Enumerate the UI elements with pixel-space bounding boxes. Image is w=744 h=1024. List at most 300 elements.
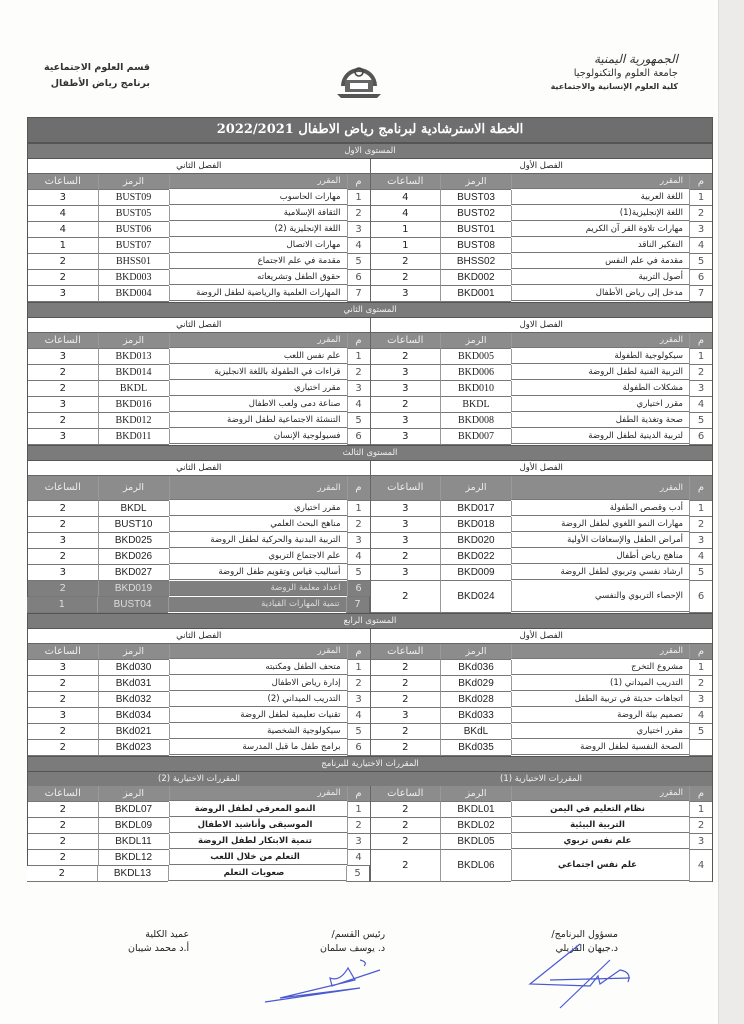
course-code: BKD017: [440, 501, 511, 517]
course-hours: 3: [371, 708, 441, 724]
course-number: 3: [689, 381, 712, 397]
course-row: [27, 581, 713, 613]
course-code: BKD008: [440, 413, 511, 429]
course-code: BUST04: [97, 597, 168, 613]
course-row: [27, 381, 713, 397]
course-row: [27, 740, 713, 756]
course-number: 5: [347, 413, 370, 429]
semester-2-course: [28, 206, 371, 222]
course-number: 2: [347, 818, 370, 834]
column-header-course: المقرر: [511, 476, 689, 500]
semester-2-header: الفصل الثاني: [28, 461, 371, 476]
semester-2-course: [28, 565, 371, 581]
course-code: BKd035: [440, 740, 511, 756]
electives-header: المقررات الاختيارية للبرنامج: [27, 756, 713, 772]
course-number: 3: [347, 533, 370, 549]
semester-1-course: [371, 429, 713, 445]
elective-group-1-header: المقررات الاختيارية (1): [370, 772, 712, 786]
semester-2-course: [28, 365, 371, 381]
course-number: 4: [347, 708, 370, 724]
elective-row: [27, 850, 713, 882]
program-head-name: د.جيهان القزيلي: [555, 943, 618, 954]
course-name: مقرر اختياري: [511, 397, 689, 412]
course-number: 5: [689, 565, 712, 581]
course-row: [27, 708, 713, 724]
column-header-group: [371, 174, 713, 190]
course-code: BKD005: [440, 349, 511, 365]
course-name: صحة وتغذية الطفل: [511, 413, 689, 428]
course-hours: 3: [371, 565, 441, 581]
course-row: [27, 397, 713, 413]
column-header-course: المقرر: [511, 644, 689, 659]
course-number: 5: [689, 254, 712, 270]
course-name: تقنيات تعليمية لطفل الروضة: [169, 708, 347, 723]
course-hours: 2: [371, 692, 441, 708]
course-number: 2: [347, 206, 370, 222]
course-name: مهارات تلاوة القر آن الكريم: [511, 222, 689, 237]
course-number: 4: [689, 397, 712, 413]
course-hours: 3: [371, 429, 441, 445]
column-header-code: الرمز: [98, 644, 169, 660]
column-header-group: [28, 644, 371, 660]
column-header-num: م: [689, 476, 712, 501]
course-name: مقرر اختياري: [169, 381, 347, 396]
course-name: مهارات الاتصال: [169, 238, 347, 253]
dept-head-title: رئيس القسم/: [331, 929, 386, 940]
course-number: 2: [347, 365, 370, 381]
course-code: BKd033: [440, 708, 511, 724]
semester-2-course: [28, 740, 371, 756]
course-name: قراءات في الطفولة باللغة الانجليزية: [169, 365, 347, 380]
semester-2-course: [28, 429, 371, 445]
course-code: BKd032: [98, 692, 169, 708]
course-code: BUST07: [98, 238, 169, 254]
dean-name: أ.د محمد شيبان: [128, 943, 190, 954]
column-header-group: [28, 333, 371, 349]
column-header-group: [371, 476, 713, 501]
course-hours: 3: [28, 190, 98, 206]
course-hours: 2: [28, 740, 98, 756]
course-hours: 2: [28, 581, 98, 597]
course-hours: 2: [371, 581, 441, 613]
course-code: BKDL11: [98, 834, 169, 850]
course-row: [27, 286, 713, 302]
course-row: [27, 270, 713, 286]
semester-2-course: [28, 349, 371, 365]
course-name: اللغة الإنجليزية (2): [169, 222, 347, 237]
course-row: [27, 413, 713, 429]
level-header: المستوى الاول: [27, 143, 713, 159]
course-hours: 2: [371, 802, 441, 818]
course-name: الثقافة الإسلامية: [169, 206, 347, 221]
course-number: 6: [347, 429, 370, 445]
course-code: BKd036: [440, 660, 511, 676]
semester-1-header: الفصل الأول: [371, 461, 713, 476]
course-row: [27, 565, 713, 581]
course-code: BUST06: [98, 222, 169, 238]
course-code: BKdL: [440, 724, 511, 740]
course-code: BKD007: [440, 429, 511, 445]
course-hours: 2: [371, 740, 441, 756]
course-number: 1: [689, 349, 712, 365]
course-code: BHSS02: [440, 254, 511, 270]
course-number: 3: [347, 692, 370, 708]
semester-header-row: [27, 159, 713, 174]
column-header-num: م: [689, 174, 712, 190]
semester-header-row: [27, 318, 713, 333]
course-number: 1: [689, 501, 712, 517]
semester-2-course: [28, 270, 371, 286]
column-header-code: الرمز: [440, 476, 511, 501]
course-hours: 2: [28, 850, 98, 866]
elective-group-2-course: [28, 834, 371, 850]
course-code: BKD009: [440, 565, 511, 581]
course-code: BKD010: [440, 381, 511, 397]
course-name: أصول التربية: [511, 270, 689, 285]
semester-1-course: [371, 724, 713, 740]
course-name: علم الاجتماع التربوي: [169, 549, 347, 564]
semester-1-course: [371, 692, 713, 708]
column-header-row: [27, 174, 713, 190]
semester-2-course: [28, 254, 371, 270]
course-code: BKD003: [98, 270, 169, 286]
column-header-group: [371, 644, 713, 660]
elective-row: [27, 802, 713, 818]
course-hours: 2: [371, 270, 441, 286]
course-number: 5: [347, 254, 370, 270]
column-header-code: الرمز: [440, 174, 511, 190]
course-number: 4: [689, 238, 712, 254]
column-header-num: م: [689, 644, 712, 660]
semester-2-course: [28, 581, 370, 597]
course-number: 1: [347, 501, 370, 517]
course-hours: 2: [28, 802, 98, 818]
column-header-group: [371, 786, 713, 802]
course-hours: 2: [28, 381, 98, 397]
column-header-group: [28, 786, 371, 802]
course-row: [27, 254, 713, 270]
course-code: BKDL13: [97, 866, 168, 882]
course-number: 4: [689, 549, 712, 565]
department-name: قسم العلوم الاجتماعية: [43, 62, 150, 73]
course-code: BKDL: [98, 501, 169, 517]
course-number: 4: [347, 549, 370, 565]
course-row: [27, 365, 713, 381]
program-name: برنامج رياض الأطفال: [50, 78, 150, 89]
course-hours: 2: [28, 254, 98, 270]
college-name: كلية العلوم الإنسانية والاجتماعية: [550, 82, 678, 91]
course-name: فسيولوجية الإنسان: [169, 429, 347, 444]
course-name: ارشاد نفسي وتربوي لطفل الروضة: [511, 565, 689, 580]
semester-2-course: [28, 549, 371, 565]
column-header-row: [27, 476, 713, 501]
course-number: 3: [347, 222, 370, 238]
semester-2-course: [28, 397, 371, 413]
course-code: BKd031: [98, 676, 169, 692]
course-number: 6: [347, 581, 370, 597]
course-code: BKDL05: [440, 834, 511, 850]
course-hours: 3: [28, 565, 98, 581]
course-name: حقوق الطفل وتشريعاته: [169, 270, 347, 285]
course-hours: 1: [28, 238, 98, 254]
course-code: BHSS01: [98, 254, 169, 270]
course-name: علم نفس اجتماعي: [511, 850, 689, 881]
course-hours: 3: [371, 501, 441, 517]
elective-group-1-course: [371, 850, 713, 882]
column-header-num: م: [689, 786, 712, 802]
course-name: إدارة رياض الاطفال: [169, 676, 347, 691]
level-header: المستوى الرابع: [27, 613, 713, 629]
course-number: 1: [347, 349, 370, 365]
course-hours: 2: [371, 724, 441, 740]
course-code: BKDL: [98, 381, 169, 397]
semester-2-course: [28, 413, 371, 429]
semester-1-course: [371, 222, 713, 238]
course-name: اعداد معلمة الروضة: [169, 581, 347, 596]
course-code: BKD012: [98, 413, 169, 429]
semester-2-course: [27, 597, 370, 613]
course-name: التربية البدنية والحركية لطفل الروضة: [169, 533, 347, 548]
course-name: تصميم بيئة الروضة: [511, 708, 689, 723]
semester-1-course: [371, 533, 713, 549]
course-hours: 3: [28, 429, 98, 445]
course-name: علم نفس اللعب: [169, 349, 347, 364]
course-name: صعوبات التعلم: [168, 866, 346, 881]
course-name: لتربية الدينية لطفل الروضة: [511, 429, 689, 444]
course-hours: 2: [28, 692, 98, 708]
course-hours: 3: [371, 365, 441, 381]
course-code: BKD018: [440, 517, 511, 533]
semester-2-course: [28, 222, 371, 238]
course-code: BKD024: [440, 581, 511, 613]
course-code: BUST09: [98, 190, 169, 206]
column-header-course: المقرر: [169, 476, 347, 500]
course-name: أمراض الطفل والإسعافات الأولية: [511, 533, 689, 548]
program-head-title: مسؤول البرنامج/: [551, 929, 618, 940]
course-code: BKd021: [98, 724, 169, 740]
course-number: 3: [689, 222, 712, 238]
course-number: 6: [689, 270, 712, 286]
course-hours: 2: [28, 724, 98, 740]
semester-1-course: [371, 413, 713, 429]
column-header-hours: الساعات: [371, 786, 441, 802]
course-name: اللغة العربية: [511, 190, 689, 205]
course-number: 7: [689, 286, 712, 302]
course-code: BKd034: [98, 708, 169, 724]
course-number: 2: [689, 676, 712, 692]
signature-scribble-icon: [260, 958, 390, 1008]
course-hours: 3: [28, 286, 98, 302]
course-row: [27, 429, 713, 445]
column-header-hours: الساعات: [28, 644, 98, 660]
column-header-group: [28, 174, 371, 190]
course-code: BKd029: [440, 676, 511, 692]
course-code: BKD019: [98, 581, 169, 597]
course-number: 5: [346, 866, 369, 882]
course-name: نظام التعليم في اليمن: [511, 802, 689, 817]
course-name: مشروع التخرج: [511, 660, 689, 675]
semester-1-header: الفصل الاول: [371, 318, 713, 333]
semester-1-course: [371, 708, 713, 724]
column-header-code: الرمز: [98, 476, 169, 501]
course-row: [27, 222, 713, 238]
course-name: التربية الفنية لطفل الروضة: [511, 365, 689, 380]
column-header-course: المقرر: [169, 644, 347, 659]
semester-1-course: [371, 365, 713, 381]
column-header-course: المقرر: [169, 174, 347, 189]
course-name: أدب وقصص الطفولة: [511, 501, 689, 516]
course-row: [27, 533, 713, 549]
column-header-num: م: [347, 333, 370, 349]
course-name: مناهج رياض أطفال: [511, 549, 689, 564]
course-row: [27, 549, 713, 565]
course-hours: 3: [28, 397, 98, 413]
course-row: [27, 190, 713, 206]
course-hours: 1: [371, 238, 441, 254]
course-number: 2: [347, 676, 370, 692]
elective-group-2-header: المقررات الاختيارية (2): [28, 772, 370, 786]
course-code: BUST01: [440, 222, 511, 238]
semester-2-header: الفصل الثاني: [28, 629, 371, 644]
column-header-code: الرمز: [98, 333, 169, 349]
course-row: [27, 724, 713, 740]
course-number: 6: [347, 270, 370, 286]
column-header-code: الرمز: [440, 644, 511, 660]
course-name: تنمية المهارات القيادية: [168, 597, 346, 612]
semester-2-course: [28, 708, 371, 724]
course-name: مقرر اختياري: [511, 724, 689, 739]
course-number: [689, 740, 712, 756]
semester-1-course: [371, 581, 713, 613]
course-number: 6: [689, 581, 712, 613]
course-hours: 2: [28, 501, 98, 517]
course-name: الموسيقى وأناشيد الاطفال: [169, 818, 347, 833]
semester-2-header: الفصل الثاني: [28, 159, 371, 174]
course-name: التربية البيئية: [511, 818, 689, 833]
course-hours: 1: [27, 597, 97, 613]
signature-scribble-icon: [520, 940, 650, 1010]
course-code: BKD002: [440, 270, 511, 286]
university-emblem-icon: [335, 56, 383, 100]
course-number: 4: [689, 850, 712, 882]
course-hours: 2: [371, 834, 441, 850]
course-hours: 2: [27, 866, 97, 882]
course-name: الصحة النفسية لطفل الروضة: [511, 740, 689, 755]
elective-group-1-course: [371, 818, 713, 834]
elective-group-2-course: [27, 866, 370, 882]
column-header-code: الرمز: [440, 333, 511, 349]
course-code: BKDL06: [440, 850, 511, 882]
semester-1-course: [371, 238, 713, 254]
column-header-num: م: [347, 786, 370, 802]
semester-1-course: [371, 517, 713, 533]
study-plan-table: [27, 117, 713, 882]
column-header-num: م: [347, 174, 370, 190]
course-row: [27, 238, 713, 254]
column-header-group: [371, 333, 713, 349]
course-code: BKD006: [440, 365, 511, 381]
course-hours: 3: [28, 349, 98, 365]
elective-group-2-course: [28, 850, 371, 882]
course-row: [27, 676, 713, 692]
course-code: BUST02: [440, 206, 511, 222]
course-hours: 2: [28, 676, 98, 692]
column-header-course: المقرر: [511, 333, 689, 348]
course-hours: 3: [28, 660, 98, 676]
course-number: 6: [347, 740, 370, 756]
course-name: التنشئة الاجتماعية لطفل الروضة: [169, 413, 347, 428]
course-hours: 2: [28, 818, 98, 834]
semester-1-course: [371, 270, 713, 286]
course-number: 7: [346, 597, 369, 613]
column-header-course: المقرر: [511, 174, 689, 189]
course-row: [27, 692, 713, 708]
course-number: 3: [347, 381, 370, 397]
course-number: 2: [689, 365, 712, 381]
course-number: 1: [689, 802, 712, 818]
semester-1-course: [371, 740, 713, 756]
column-header-num: م: [347, 644, 370, 660]
semester-1-course: [371, 676, 713, 692]
semester-1-course: [371, 381, 713, 397]
semester-1-course: [371, 565, 713, 581]
course-name: مدخل إلى رياض الأطفال: [511, 286, 689, 301]
course-hours: 4: [371, 206, 441, 222]
column-header-num: م: [689, 333, 712, 349]
column-header-hours: الساعات: [28, 333, 98, 349]
course-code: BKDL: [440, 397, 511, 413]
course-name: مهارات الحاسوب: [169, 190, 347, 205]
column-header-hours: الساعات: [371, 333, 441, 349]
course-code: BUST03: [440, 190, 511, 206]
course-row: [27, 517, 713, 533]
semester-1-course: [371, 397, 713, 413]
semester-1-course: [371, 254, 713, 270]
course-hours: 2: [371, 254, 441, 270]
course-hours: 2: [28, 270, 98, 286]
course-number: 3: [689, 834, 712, 850]
course-name: متحف الطفل ومكتبته: [169, 660, 347, 675]
column-header-row: [27, 786, 713, 802]
course-number: 2: [689, 206, 712, 222]
column-header-row: [27, 333, 713, 349]
course-hours: 3: [371, 533, 441, 549]
course-name: برامج طفل ما قبل المدرسة: [169, 740, 347, 755]
semester-2-course: [28, 660, 371, 676]
course-number: 1: [347, 802, 370, 818]
semester-2-header: الفصل الثاني: [28, 318, 371, 333]
plan-title: الخطة الاسترشادية لبرنامج رياض الاطفال 2022/2021: [27, 117, 713, 143]
department-header: [40, 60, 150, 92]
course-hours: 4: [28, 222, 98, 238]
course-code: BKD022: [440, 549, 511, 565]
signature-dept-head: [320, 928, 385, 956]
course-number: 5: [347, 565, 370, 581]
column-header-hours: الساعات: [371, 644, 441, 660]
course-hours: 2: [28, 365, 98, 381]
semester-2-course: [28, 517, 371, 533]
column-header-course: المقرر: [169, 333, 347, 348]
institution-header: [528, 52, 678, 91]
merged-rows: [28, 850, 370, 882]
column-header-hours: الساعات: [371, 476, 441, 501]
course-name: التدريب الميداني (1): [511, 676, 689, 691]
course-name: التعلم من خلال اللعب: [169, 850, 347, 865]
course-name: التدريب الميداني (2): [169, 692, 347, 707]
semester-header-row: [27, 461, 713, 476]
semester-2-course: [28, 238, 371, 254]
course-hours: 3: [28, 533, 98, 549]
